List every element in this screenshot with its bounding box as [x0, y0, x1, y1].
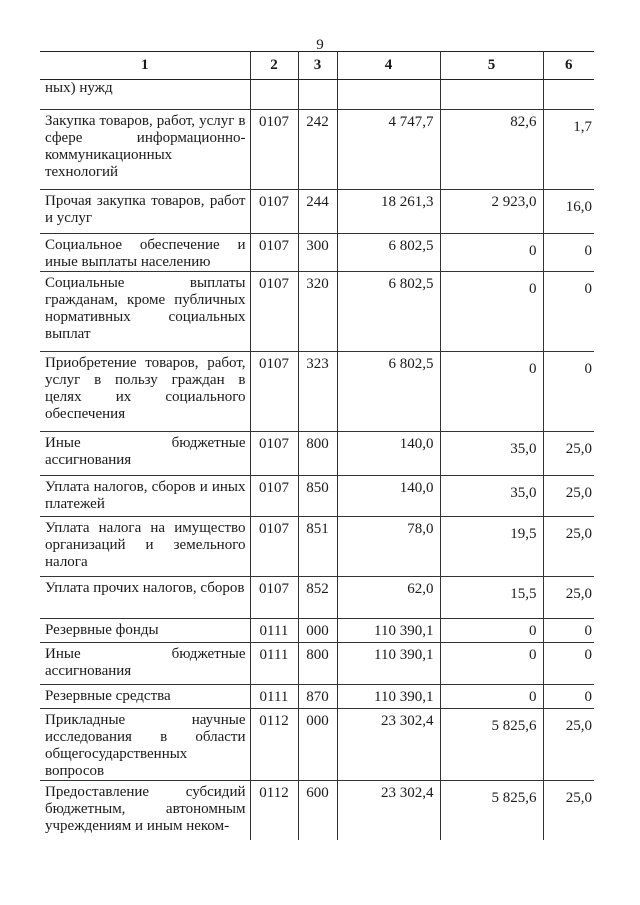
row-expense-type: 850: [298, 476, 337, 517]
row-expense-type: 242: [298, 110, 337, 190]
table-row: [40, 80, 594, 110]
row-actual: 35,0: [440, 432, 543, 476]
table-row: [40, 234, 594, 272]
row-percent: 25,0: [543, 432, 594, 476]
row-name: Резервные фонды: [40, 619, 250, 643]
row-percent: 0: [543, 619, 594, 643]
header-col-1: 1: [40, 52, 250, 80]
row-section: 0111: [250, 685, 298, 709]
row-name: Иные бюджетные ассигнования: [40, 643, 250, 685]
row-section: 0111: [250, 643, 298, 685]
row-plan: 18 261,3: [337, 190, 440, 234]
row-expense-type: 000: [298, 709, 337, 781]
row-name: Уплата налогов, сборов и иных платежей: [40, 476, 250, 517]
table-row: [40, 190, 594, 234]
table-row: [40, 577, 594, 619]
row-section: 0107: [250, 352, 298, 432]
row-plan: 23 302,4: [337, 781, 440, 840]
row-actual: 5 825,6: [440, 709, 543, 781]
row-actual: 0: [440, 234, 543, 272]
table-row: [40, 643, 594, 685]
row-percent: 25,0: [543, 709, 594, 781]
row-actual: 15,5: [440, 577, 543, 619]
header-col-3: 3: [298, 52, 337, 80]
header-col-4: 4: [337, 52, 440, 80]
row-actual: 0: [440, 685, 543, 709]
row-plan: [337, 80, 440, 110]
row-actual: [440, 80, 543, 110]
table-row: [40, 272, 594, 352]
row-actual: 35,0: [440, 476, 543, 517]
row-percent: 25,0: [543, 476, 594, 517]
row-plan: 110 390,1: [337, 643, 440, 685]
row-name: ных) нужд: [40, 80, 250, 110]
table-row: [40, 619, 594, 643]
row-percent: 25,0: [543, 517, 594, 577]
header-col-5: 5: [440, 52, 543, 80]
table-row: [40, 110, 594, 190]
row-percent: 1,7: [543, 110, 594, 190]
row-plan: 140,0: [337, 432, 440, 476]
row-name: Уплата налога на имущество организаций и земельного налога: [40, 517, 250, 577]
row-section: [250, 80, 298, 110]
row-name: Социальные выплаты гражданам, кроме публичных нормативных социальных выплат: [40, 272, 250, 352]
row-expense-type: [298, 80, 337, 110]
row-expense-type: 320: [298, 272, 337, 352]
row-actual: 82,6: [440, 110, 543, 190]
row-name: Социальное обеспечение и иные выплаты населению: [40, 234, 250, 272]
row-expense-type: 244: [298, 190, 337, 234]
table-row: [40, 476, 594, 517]
row-section: 0112: [250, 781, 298, 840]
table-row: [40, 781, 594, 840]
row-section: 0107: [250, 190, 298, 234]
row-actual: 0: [440, 643, 543, 685]
row-name: Иные бюджетные ассигнования: [40, 432, 250, 476]
row-name: Уплата прочих налогов, сборов: [40, 577, 250, 619]
row-percent: 16,0: [543, 190, 594, 234]
row-section: 0107: [250, 476, 298, 517]
row-percent: 0: [543, 685, 594, 709]
row-expense-type: 800: [298, 643, 337, 685]
row-actual: 5 825,6: [440, 781, 543, 840]
row-name: Закупка товаров, работ, услуг в сфере информационно-коммуникационных технологий: [40, 110, 250, 190]
row-section: 0107: [250, 234, 298, 272]
row-expense-type: 852: [298, 577, 337, 619]
row-expense-type: 323: [298, 352, 337, 432]
row-plan: 23 302,4: [337, 709, 440, 781]
row-section: 0107: [250, 577, 298, 619]
row-name: Прикладные научные исследования в области общегосударственных вопросов: [40, 709, 250, 781]
row-plan: 78,0: [337, 517, 440, 577]
row-section: 0107: [250, 517, 298, 577]
table-row: [40, 432, 594, 476]
row-actual: 19,5: [440, 517, 543, 577]
row-percent: 0: [543, 352, 594, 432]
budget-table: [40, 51, 594, 840]
row-name: Прочая закупка товаров, работ и услуг: [40, 190, 250, 234]
row-section: 0112: [250, 709, 298, 781]
row-plan: 110 390,1: [337, 685, 440, 709]
row-plan: 6 802,5: [337, 352, 440, 432]
row-expense-type: 600: [298, 781, 337, 840]
row-plan: 140,0: [337, 476, 440, 517]
row-name: Резервные средства: [40, 685, 250, 709]
row-name: Приобретение товаров, работ, услуг в пользу граждан в целях их социального обеспечения: [40, 352, 250, 432]
row-plan: 62,0: [337, 577, 440, 619]
table-row: [40, 517, 594, 577]
row-plan: 6 802,5: [337, 234, 440, 272]
row-expense-type: 870: [298, 685, 337, 709]
row-expense-type: 851: [298, 517, 337, 577]
table-row: [40, 709, 594, 781]
row-expense-type: 000: [298, 619, 337, 643]
row-percent: 25,0: [543, 577, 594, 619]
row-actual: 0: [440, 272, 543, 352]
row-section: 0107: [250, 272, 298, 352]
page-number: 9: [316, 37, 324, 53]
row-plan: 4 747,7: [337, 110, 440, 190]
row-plan: 110 390,1: [337, 619, 440, 643]
row-actual: 0: [440, 352, 543, 432]
row-section: 0107: [250, 432, 298, 476]
row-percent: 0: [543, 643, 594, 685]
table-header-row: [40, 52, 594, 80]
table-row: [40, 685, 594, 709]
header-col-6: 6: [543, 52, 594, 80]
row-actual: 2 923,0: [440, 190, 543, 234]
row-expense-type: 300: [298, 234, 337, 272]
row-percent: 25,0: [565, 790, 592, 806]
row-actual: 0: [440, 619, 543, 643]
row-percent: [543, 80, 594, 110]
row-percent: 0: [543, 272, 594, 352]
row-name: Предоставление субсидий бюджетным, автономным учреждениям и иным неком-: [40, 781, 250, 840]
row-plan: 6 802,5: [337, 272, 440, 352]
row-section: 0111: [250, 619, 298, 643]
row-expense-type: 800: [298, 432, 337, 476]
row-percent: 0: [543, 234, 594, 272]
header-col-2: 2: [250, 52, 298, 80]
row-section: 0107: [250, 110, 298, 190]
table-row: [40, 352, 594, 432]
